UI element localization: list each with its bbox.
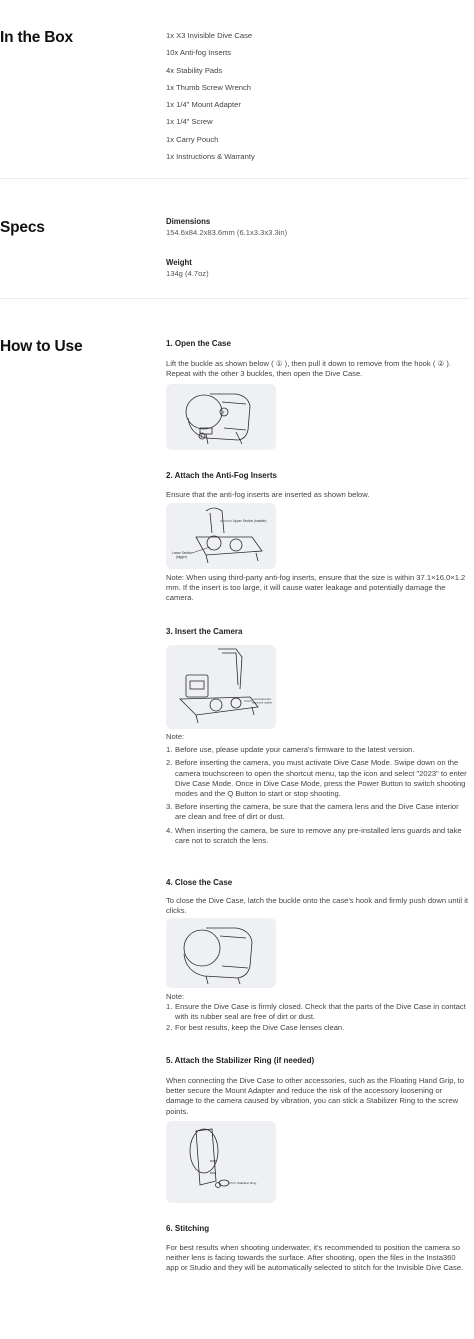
upper-section-label: Upper Section (smaller) bbox=[233, 519, 267, 523]
list-item: 1. Before use, please update your camera's firmware to the latest version. bbox=[166, 745, 415, 755]
step-4-text: To close the Dive Case, latch the buckle onto the case's hook and firmly push down until it clicks. bbox=[166, 896, 468, 916]
step-3-note-list bbox=[166, 745, 468, 846]
list-item: 10x Anti-fog Inserts bbox=[166, 48, 232, 58]
close-case-illustration bbox=[166, 918, 276, 988]
list-item: 1x Thumb Screw Wrench bbox=[166, 82, 251, 92]
open-case-illustration bbox=[166, 384, 276, 450]
note-label: Note: bbox=[166, 732, 185, 741]
list-item: 4. When inserting the camera, be sure to remove any pre-installed lens guards and take care not to scratch the lens. bbox=[166, 825, 462, 845]
step-6-title: 6. Stitching bbox=[166, 1224, 210, 1233]
step-4-notes bbox=[166, 992, 468, 1033]
in-the-box-section bbox=[0, 0, 474, 178]
list-item: 1. Ensure the Dive Case is firmly closed. Check that the parts of the Dive Case in contact with its rubber seal are free of dirt or dust. bbox=[166, 1002, 466, 1022]
list-item: 4x Stability Pads bbox=[166, 65, 223, 75]
alignment-marker-label: alignment marker bbox=[252, 701, 273, 705]
weight-label: Weight bbox=[166, 258, 192, 267]
anti-fog-insert-illustration bbox=[166, 503, 276, 569]
specs-title: Specs bbox=[0, 219, 45, 236]
weight-spec bbox=[166, 258, 468, 278]
step-1-text: Lift the buckle as shown below ( ① ), then pull it down to remove from the hook ( ② ). Repeat with the other 3 buckles, then open the Dive Case. bbox=[166, 359, 452, 379]
list-item: 1x 1/4" Screw bbox=[166, 117, 213, 127]
dimensions-value: 154.6x84.2x83.6mm (6.1x3.3x3.3in) bbox=[166, 228, 288, 237]
step-2-title: 2. Attach the Anti-Fog Inserts bbox=[166, 471, 277, 480]
in-the-box-title: In the Box bbox=[0, 29, 73, 46]
step-1-title: 1. Open the Case bbox=[166, 339, 231, 348]
svg-text:1: 1 bbox=[200, 433, 203, 439]
stabilizer-ring-label: Stabilizer Ring bbox=[237, 1181, 257, 1185]
step-3-notes bbox=[166, 732, 468, 846]
list-item: 1x X3 Invisible Dive Case bbox=[166, 31, 253, 40]
lens-guard-label: Lens Guard and bbox=[252, 698, 271, 701]
list-item: 1x 1/4" Mount Adapter bbox=[166, 100, 241, 110]
insert-camera-illustration bbox=[166, 645, 276, 729]
step-5-title: 5. Attach the Stabilizer Ring (if needed) bbox=[166, 1056, 315, 1065]
list-item: 2. For best results, keep the Dive Case lenses clean. bbox=[166, 1022, 345, 1032]
weight-value: 134g (4.7oz) bbox=[166, 269, 209, 278]
step-3-title: 3. Insert the Camera bbox=[166, 627, 243, 636]
lower-section-label: Lower Section bbox=[172, 551, 193, 555]
lower-section-label-2: (bigger) bbox=[176, 555, 187, 559]
list-item: 1x Instructions & Warranty bbox=[166, 152, 255, 162]
note-label: Note: bbox=[166, 992, 185, 1001]
step-4-title: 4. Close the Case bbox=[166, 878, 233, 887]
list-item: 1x Carry Pouch bbox=[166, 134, 219, 144]
step-6-text: For best results when shooting underwater, it's recommended to position the camera so neither lens is facing towards the surface. After shooting, open the files in the Insta360 app or Studio and they will be automatically selected to stitch for the Invisible Dive Case. bbox=[166, 1243, 464, 1273]
in-the-box-list bbox=[166, 27, 468, 165]
step-2-text: Ensure that the anti-fog inserts are inserted as shown below. bbox=[166, 490, 370, 499]
dimensions-label: Dimensions bbox=[166, 217, 211, 226]
dimensions-spec bbox=[166, 217, 468, 237]
step-5-text: When connecting the Dive Case to other accessories, such as the Floating Hand Grip, to better secure the Mount Adapter and reduce the risk of the accessory loosening or damage to the camera caused by vibration, you can stick a Stabilizer Ring to the screw points. bbox=[166, 1076, 464, 1116]
how-to-use-title: How to Use bbox=[0, 338, 83, 355]
stabilizer-ring-illustration bbox=[166, 1121, 276, 1203]
svg-text:2: 2 bbox=[222, 409, 225, 415]
specs-section bbox=[0, 179, 474, 298]
list-item: 3. Before inserting the camera, be sure that the camera lens and the Dive Case interior are clean and free of dirt or dust. bbox=[166, 802, 459, 822]
step-2-note: Note: When using third-party anti-fog inserts, ensure that the size is within 37.1×16.0×1.2 mm. If the insert is too large, it will cause water leakage and potentially damage the camera. bbox=[166, 573, 466, 603]
step-4-note-list bbox=[166, 1002, 468, 1033]
list-item: 2. Before inserting the camera, you must activate Dive Case Mode. Swipe down on the camera touchscreen to open the shortcut menu, tap the icon and select "2023" to enter Dive Case Mode. Once in Dive Case Mode, press the Power Button to switch shooting modes and the Q Button to start or stop shooting. bbox=[166, 758, 467, 799]
